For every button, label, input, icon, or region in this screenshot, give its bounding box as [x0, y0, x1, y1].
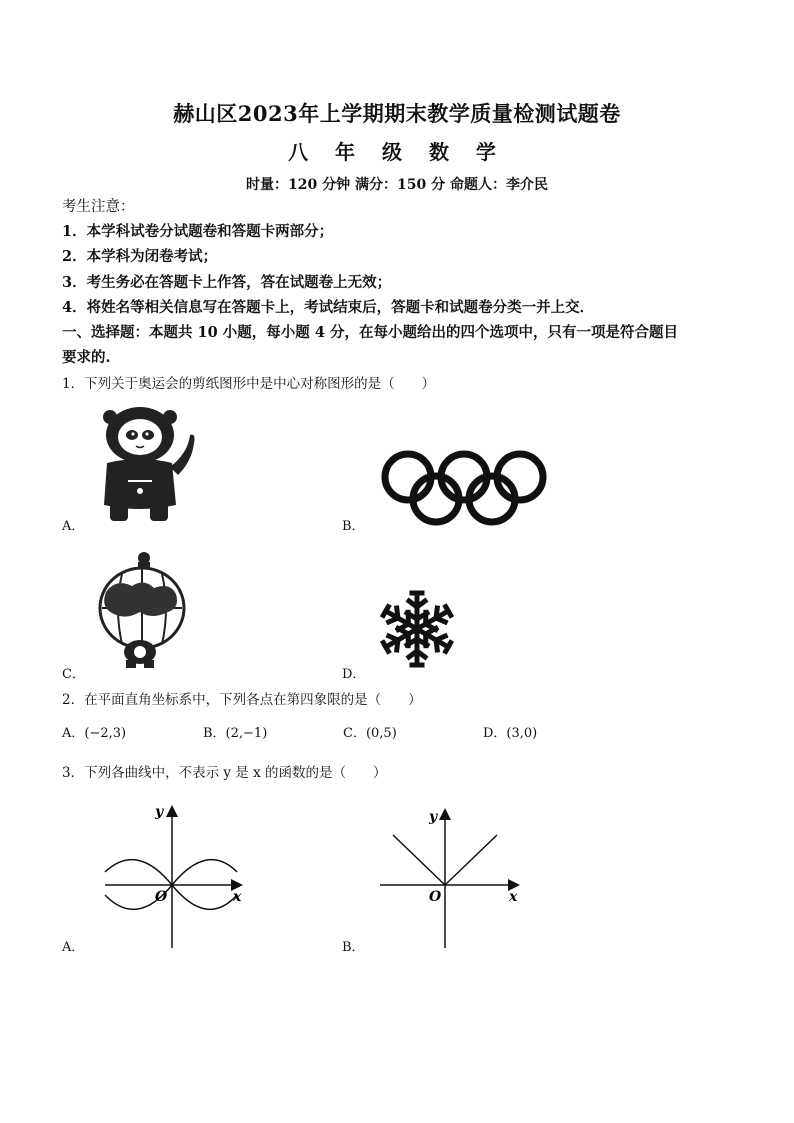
q1-option-a-label: A．	[62, 519, 85, 534]
origin-label: O	[155, 889, 168, 905]
q3-graph-b	[375, 805, 525, 950]
snowflake-figure	[372, 588, 462, 670]
axis-x-label: x	[509, 889, 518, 905]
note-item: 4．将姓名等相关信息写在答题卡上，考试结束后，答题卡和试题卷分类一并上交．	[62, 299, 595, 316]
q2-option-b: B．(2,−1)	[203, 726, 268, 741]
q1-option-b-label: B．	[342, 519, 365, 534]
section-heading: 一、选择题：本题共 10 小题，每小题 4 分，在每小题给出的四个选项中，只有一项是符合题目	[62, 324, 678, 341]
note-item: 1．本学科试卷分试题卷和答题卡两部分；	[62, 223, 334, 240]
axis-x-label: x	[233, 889, 242, 905]
q3-graph-a	[95, 800, 255, 950]
axis-y-label: y	[155, 804, 164, 820]
q3-option-a-label: A．	[62, 940, 85, 955]
axis-y-label: y	[429, 809, 438, 825]
origin-label: O	[429, 889, 442, 905]
panda-mascot-figure	[92, 405, 197, 525]
exam-meta: 时量：120 分钟 满分：150 分 命题人：李介民	[246, 177, 548, 193]
note-item: 2．本学科为闭卷考试；	[62, 248, 218, 265]
q2-option-c: C．(0,5)	[343, 726, 397, 741]
q2-option-a: A．(−2,3)	[62, 726, 127, 741]
exam-title: 赫山区2023年上学期期末教学质量检测试题卷	[173, 101, 621, 126]
section-heading-cont: 要求的.	[62, 349, 111, 366]
q3-option-b-label: B．	[342, 940, 365, 955]
q1-stem: 1．下列关于奥运会的剪纸图形中是中心对称图形的是（ ）	[62, 376, 436, 392]
q3-stem: 3．下列各曲线中，不表示 y 是 x 的函数的是（ ）	[62, 765, 387, 781]
olympic-rings-figure	[378, 450, 550, 526]
q2-option-d: D．(3,0)	[483, 726, 538, 741]
q2-stem: 2．在平面直角坐标系中，下列各点在第四象限的是（ ）	[62, 692, 422, 708]
exam-subtitle: 八 年 级 数 学	[288, 140, 506, 164]
q1-option-c-label: C．	[62, 667, 85, 682]
q1-option-d-label: D．	[342, 667, 366, 682]
notes-heading: 考生注意：	[62, 199, 135, 215]
note-item: 3．考生务必在答题卡上作答，答在试题卷上无效；	[62, 274, 392, 291]
lantern-mascot-figure	[92, 548, 192, 670]
